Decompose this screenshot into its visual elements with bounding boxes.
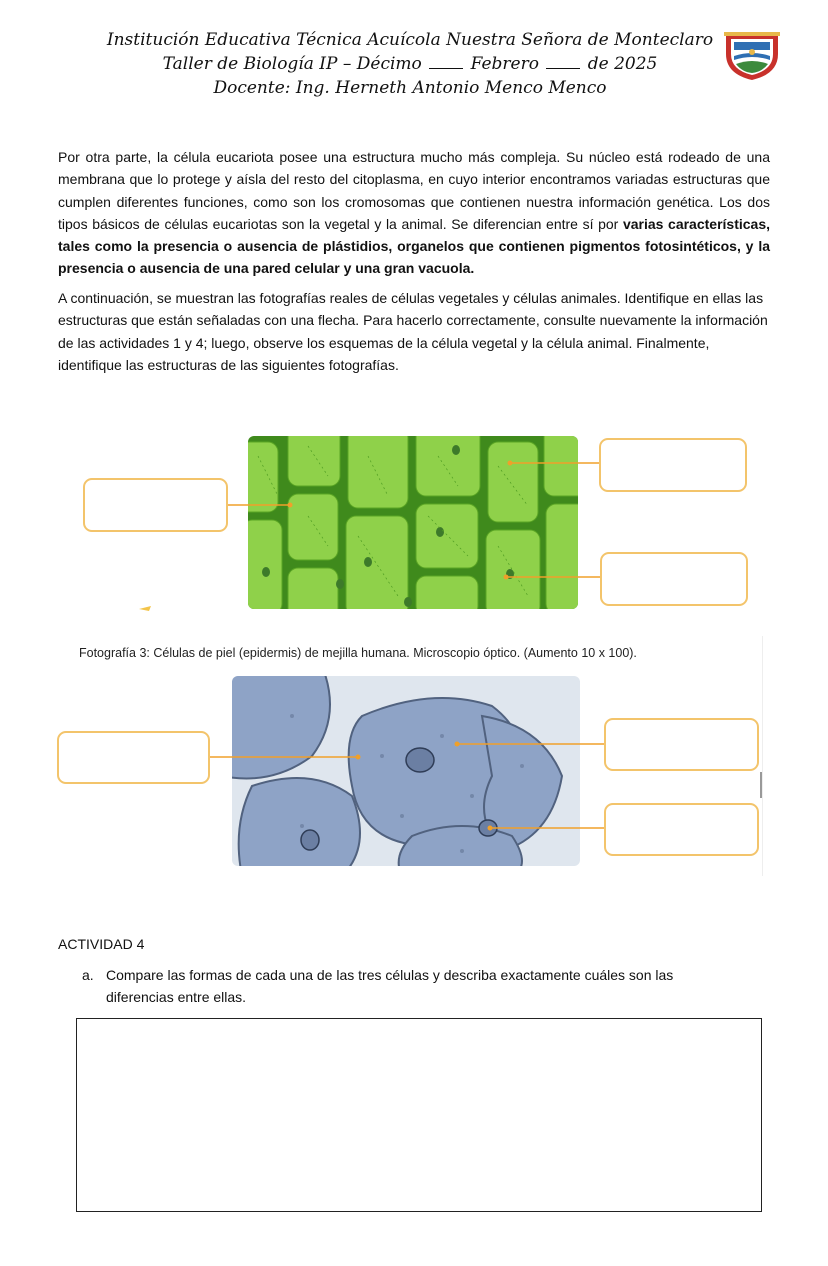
skin-cells-photo [232, 676, 580, 866]
skin-label-box-left[interactable] [57, 731, 210, 784]
plant-label-box-bottom-right[interactable] [600, 552, 748, 606]
activity-title: ACTIVIDAD 4 [58, 936, 145, 952]
plant-label-box-top-right[interactable] [599, 438, 747, 492]
teacher-line: Docente: Ing. Herneth Antonio Menco Menco [213, 78, 607, 98]
activity-item-a [82, 964, 732, 1008]
day-blank-2 [546, 54, 580, 69]
answer-box[interactable] [76, 1018, 762, 1212]
figure3-caption: Fotografía 3: Células de piel (epidermis) de mejilla humana. Microscopio óptico. (Aumento 10 x 100). [79, 646, 637, 660]
school-crest-icon [722, 28, 782, 82]
workshop-title: Taller de Biología IP – Décimo [162, 54, 422, 74]
month: Febrero [470, 54, 539, 74]
school-name: Institución Educativa Técnica Acuícola Nuestra Señora de Monteclaro [106, 30, 714, 50]
plant-label-box-left[interactable] [83, 478, 228, 532]
workshop-line [100, 52, 720, 76]
plant-cells-photo [248, 436, 578, 609]
document-header [100, 28, 720, 100]
intro-paragraph [58, 146, 770, 280]
skin-label-box-top-right[interactable] [604, 718, 759, 771]
skin-label-box-bottom-right[interactable] [604, 803, 759, 856]
faint-divider [762, 636, 763, 876]
text-cursor-mark [760, 772, 762, 798]
item-label: a. [82, 967, 94, 983]
year: de 2025 [587, 54, 658, 74]
intro-text: Por otra parte, la célula eucariota posee una estructura mucho más compleja. Su núcleo está rodeado de una membrana que lo protege y aísla del resto del citoplasma, en cuyo interior encontramos variadas estructuras que cumplen diferentes funciones, como son los cromosomas que contienen nuestra información genética. Los dos tipos básicos de células eucariotas son la vegetal y la animal. Se diferencian entre sí por [58, 149, 770, 232]
day-blank [429, 54, 463, 69]
intro-bold-text: varias características, tales como la presencia o ausencia de plástidios, organelos que contienen pigmentos fotosintéticos, y la presencia o ausencia de una pared celular y una gran vacuola. [58, 215, 771, 277]
item-text: Compare las formas de cada una de las tres células y describa exactamente cuáles son las diferencias entre ellas. [106, 967, 674, 1005]
instructions-paragraph: A continuación, se muestran las fotografías reales de células vegetales y células animales. Identifique en ellas las estructuras que están señaladas con una flecha. Para hacerlo correctamente, consulte nuevamente la información de las actividades 1 y 4; luego, observe los esquemas de la célula vegetal y la célula animal. Finalmente, identifique las estructuras de las siguientes fotografías. [58, 290, 768, 373]
